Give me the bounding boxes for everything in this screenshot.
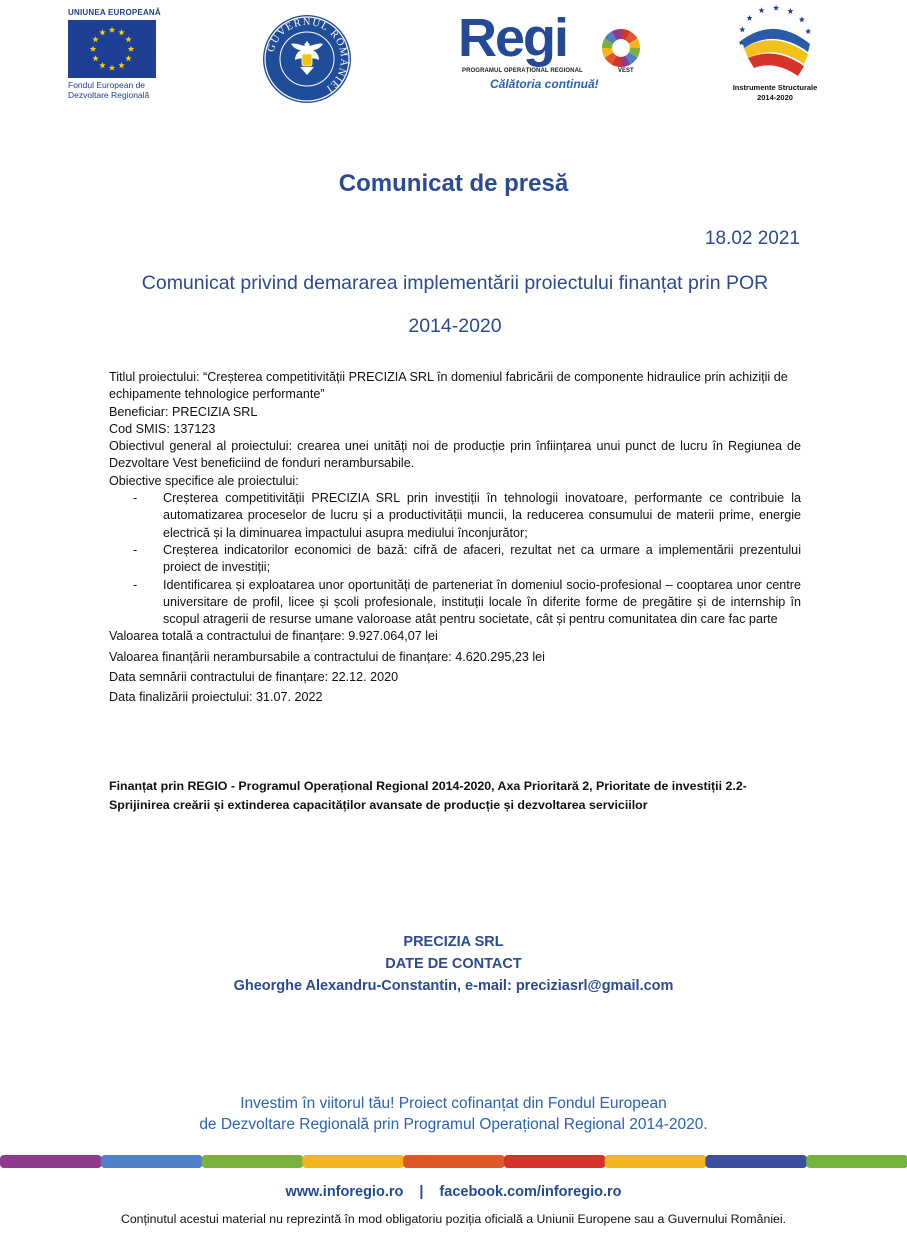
list-item	[109, 542, 801, 577]
investment-slogan	[0, 1093, 907, 1135]
eu-subtitle-line2: Dezvoltare Regională	[68, 90, 150, 100]
stripe-segment	[705, 1155, 807, 1168]
regio-region-label: VEST	[618, 68, 634, 74]
press-release-date: 18.02 2021	[704, 228, 800, 249]
star-icon	[773, 5, 779, 11]
stripe-segment	[202, 1155, 304, 1168]
objective-text: Identificarea și exploatarea unor oportunități de parteneriat în domeniul socio-profesional – cooptarea unor centre universitare de profil, licee și școli profesionale, instituții locale în diferite forme de pregătire și de internship în scopul atragerii de resurse umane valoroase atât pentru societate, cât și pentru comunitatea din care fac parte	[163, 577, 801, 627]
beneficiary: Beneficiar: PRECIZIA SRL	[109, 404, 258, 419]
contact-block	[0, 931, 907, 997]
total-contract-value: Valoarea totală a contractului de finanțare: 9.927.064,07 lei	[109, 629, 438, 644]
footer-links	[0, 1184, 907, 1200]
star-icon	[109, 27, 115, 33]
stripe-segment	[605, 1155, 707, 1168]
color-stripe-divider	[0, 1155, 907, 1168]
star-icon	[787, 8, 793, 14]
nonrefundable-value: Valoarea finanțării nerambursabile a contractului de finanțare: 4.620.295,23 lei	[109, 649, 545, 664]
star-icon	[118, 62, 124, 68]
star-icon	[99, 29, 105, 35]
specific-objectives-heading: Obiective specifice ale proiectului:	[109, 473, 299, 488]
instrumente-line2: 2014-2020	[757, 93, 793, 102]
star-icon	[90, 46, 96, 52]
eu-subtitle-line1: Fondul European de	[68, 80, 146, 90]
regio-program-label: PROGRAMUL OPERAȚIONAL REGIONAL	[462, 68, 583, 74]
objective-text: Creșterea competitivității PRECIZIA SRL prin investiții în tehnologii inovatoare, performante ce contribuie la automatizarea proceselor de lucru și a productivității muncii, la reducerea consumului de materii prime, energie electrică și la diminuarea impactului asupra mediului înconjurător;	[163, 491, 801, 540]
bullet-dash: -	[133, 577, 138, 592]
regio-slogan: Călătoria continuă!	[490, 77, 599, 91]
contract-signing-date: Data semnării contractului de finanțare: 22.12. 2020	[109, 670, 399, 685]
instrumente-structurale-logo	[720, 4, 830, 108]
objective-text: Creșterea indicatorilor economici de bază: cifră de afaceri, rezultat net ca urmare a implementării prezentului proiect de investiții;	[163, 542, 801, 575]
invest-line2: de Dezvoltare Regională prin Programul Operațional Regional 2014-2020.	[199, 1116, 708, 1133]
subtitle-line2: 2014-2020	[408, 315, 502, 337]
stripe-segment	[302, 1155, 404, 1168]
eu-logo-subtitle	[68, 80, 162, 100]
stripe-segment	[504, 1155, 606, 1168]
star-icon	[92, 36, 98, 42]
smis-code: Cod SMIS: 137123	[109, 421, 216, 436]
eu-logo-title: UNIUNEA EUROPEANĂ	[68, 8, 161, 17]
link-separator: |	[419, 1184, 424, 1200]
regio-wordmark: Regi	[458, 8, 568, 68]
project-end-date: Data finalizării proiectului: 31.07. 2022	[109, 690, 323, 705]
press-release-body	[109, 369, 801, 707]
contact-person: Gheorghe Alexandru-Constantin, e-mail: preciziasrl@gmail.com	[233, 978, 674, 994]
press-release-subtitle	[60, 262, 850, 348]
star-icon	[118, 29, 124, 35]
instrumente-line1: Instrumente Structurale	[732, 83, 818, 92]
specific-objectives-list	[109, 490, 801, 628]
list-item	[109, 577, 801, 629]
gov-ring-text: GUVERNUL ROMÂNIEI	[265, 16, 350, 95]
star-icon	[92, 55, 98, 61]
star-icon	[128, 46, 134, 52]
project-title: Titlul proiectului: “Creșterea competitivității PRECIZIA SRL în domeniul fabricării de componente hidraulice prin achiziții de echipamente tehnologice performante”	[109, 370, 788, 402]
star-icon	[758, 7, 764, 13]
star-icon	[739, 26, 745, 32]
regio-logo	[458, 8, 648, 94]
star-icon	[125, 55, 131, 61]
list-item	[109, 490, 801, 542]
stripe-segment	[101, 1155, 203, 1168]
star-icon	[799, 16, 805, 22]
bullet-dash: -	[133, 542, 138, 557]
disclaimer: Conținutul acestui material nu reprezintă în mod obligatoriu poziția oficială a Uniunii Europene sau a Guvernului României.	[120, 1212, 787, 1226]
regio-color-ring-icon	[599, 26, 643, 70]
star-icon	[99, 62, 105, 68]
stripe-segment	[0, 1155, 102, 1168]
stripe-segment	[806, 1155, 907, 1168]
star-icon	[805, 28, 811, 34]
structural-instruments-icon	[720, 4, 830, 82]
romanian-government-seal	[262, 14, 352, 104]
star-icon	[746, 15, 752, 21]
contact-heading: DATE DE CONTACT	[385, 956, 522, 972]
star-icon	[109, 65, 115, 71]
invest-line1: Investim în viitorul tău! Proiect cofinanțat din Fondul European	[240, 1095, 667, 1112]
stripe-segment	[403, 1155, 505, 1168]
funding-statement: Finanțat prin REGIO - Programul Operațional Regional 2014-2020, Axa Prioritară 2, Prioritate de investiții 2.2- Sprijinirea creării și extinderea capacităților avansate de producție și dezvoltarea serviciilor	[109, 779, 747, 812]
bullet-dash: -	[133, 491, 138, 506]
page-title: Comunicat de presă	[338, 170, 569, 197]
eu-flag-icon	[68, 20, 156, 78]
eu-logo	[68, 8, 162, 100]
star-icon	[125, 36, 131, 42]
website-link[interactable]: www.inforegio.ro	[285, 1184, 404, 1200]
contact-company: PRECIZIA SRL	[403, 934, 504, 950]
subtitle-line1: Comunicat privind demararea implementării proiectului finanțat prin POR	[141, 272, 769, 294]
facebook-link[interactable]: facebook.com/inforegio.ro	[439, 1184, 622, 1200]
general-objective: Obiectivul general al proiectului: crearea unei unități noi de producție prin înființarea unui punct de lucru în Regiunea de Dezvoltare Vest beneficiind de fonduri nerambursabile.	[109, 439, 801, 471]
